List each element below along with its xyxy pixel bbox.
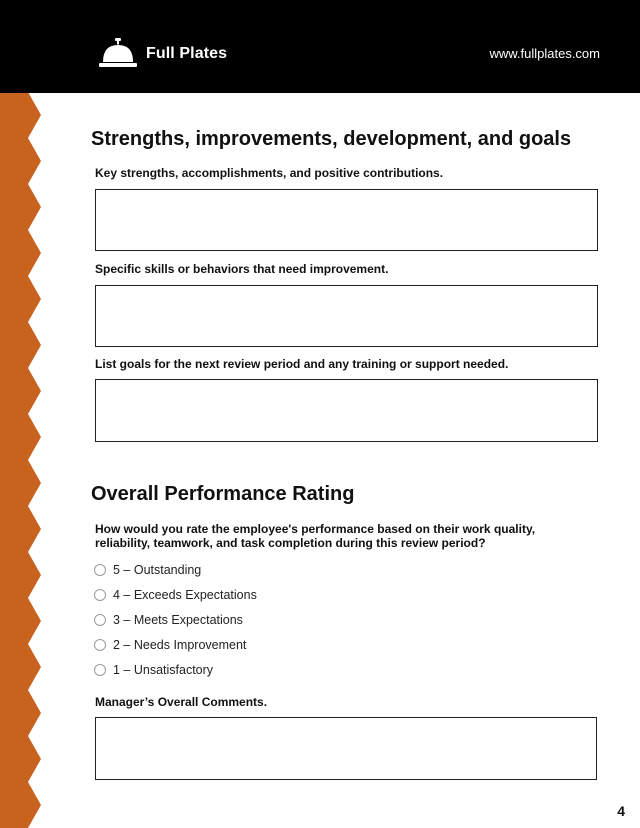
goals-label: List goals for the next review period and any training or support needed. bbox=[95, 357, 509, 371]
brand bbox=[98, 38, 227, 70]
rating-option-4[interactable] bbox=[94, 582, 394, 607]
rating-option-label: 1 – Unsatisfactory bbox=[113, 662, 214, 677]
radio-button[interactable] bbox=[94, 589, 106, 601]
radio-button[interactable] bbox=[94, 664, 106, 676]
comments-textbox[interactable] bbox=[95, 717, 597, 780]
section-title-rating: Overall Performance Rating bbox=[91, 483, 355, 505]
radio-button[interactable] bbox=[94, 564, 106, 576]
rating-option-5[interactable] bbox=[94, 557, 394, 582]
improvement-textbox[interactable] bbox=[95, 285, 598, 347]
goals-textbox[interactable] bbox=[95, 379, 598, 442]
radio-button[interactable] bbox=[94, 639, 106, 651]
rating-option-label: 2 – Needs Improvement bbox=[113, 637, 247, 652]
radio-button[interactable] bbox=[94, 614, 106, 626]
rating-option-1[interactable] bbox=[94, 657, 394, 682]
section-title-strengths: Strengths, improvements, development, and goals bbox=[91, 128, 572, 150]
rating-option-2[interactable] bbox=[94, 632, 394, 657]
service-bell-icon bbox=[98, 38, 138, 70]
brand-name: Full Plates bbox=[146, 45, 228, 62]
rating-question: How would you rate the employee's performance based on their work quality, reliability, teamwork, and task completion during this review period? bbox=[95, 522, 536, 550]
zigzag-border bbox=[0, 0, 46, 828]
rating-options bbox=[94, 557, 394, 682]
improvement-label: Specific skills or behaviors that need improvement. bbox=[95, 262, 389, 276]
rating-option-3[interactable] bbox=[94, 607, 394, 632]
header-bar bbox=[0, 0, 640, 93]
rating-option-label: 5 – Outstanding bbox=[113, 562, 202, 577]
strengths-label: Key strengths, accomplishments, and positive contributions. bbox=[95, 166, 444, 180]
strengths-textbox[interactable] bbox=[95, 189, 598, 251]
page-number: 4 bbox=[617, 803, 625, 819]
rating-option-label: 3 – Meets Expectations bbox=[113, 612, 243, 627]
comments-label: Manager’s Overall Comments. bbox=[95, 695, 268, 709]
rating-option-label: 4 – Exceeds Expectations bbox=[113, 587, 257, 602]
website-link[interactable]: www.fullplates.com bbox=[489, 46, 600, 61]
